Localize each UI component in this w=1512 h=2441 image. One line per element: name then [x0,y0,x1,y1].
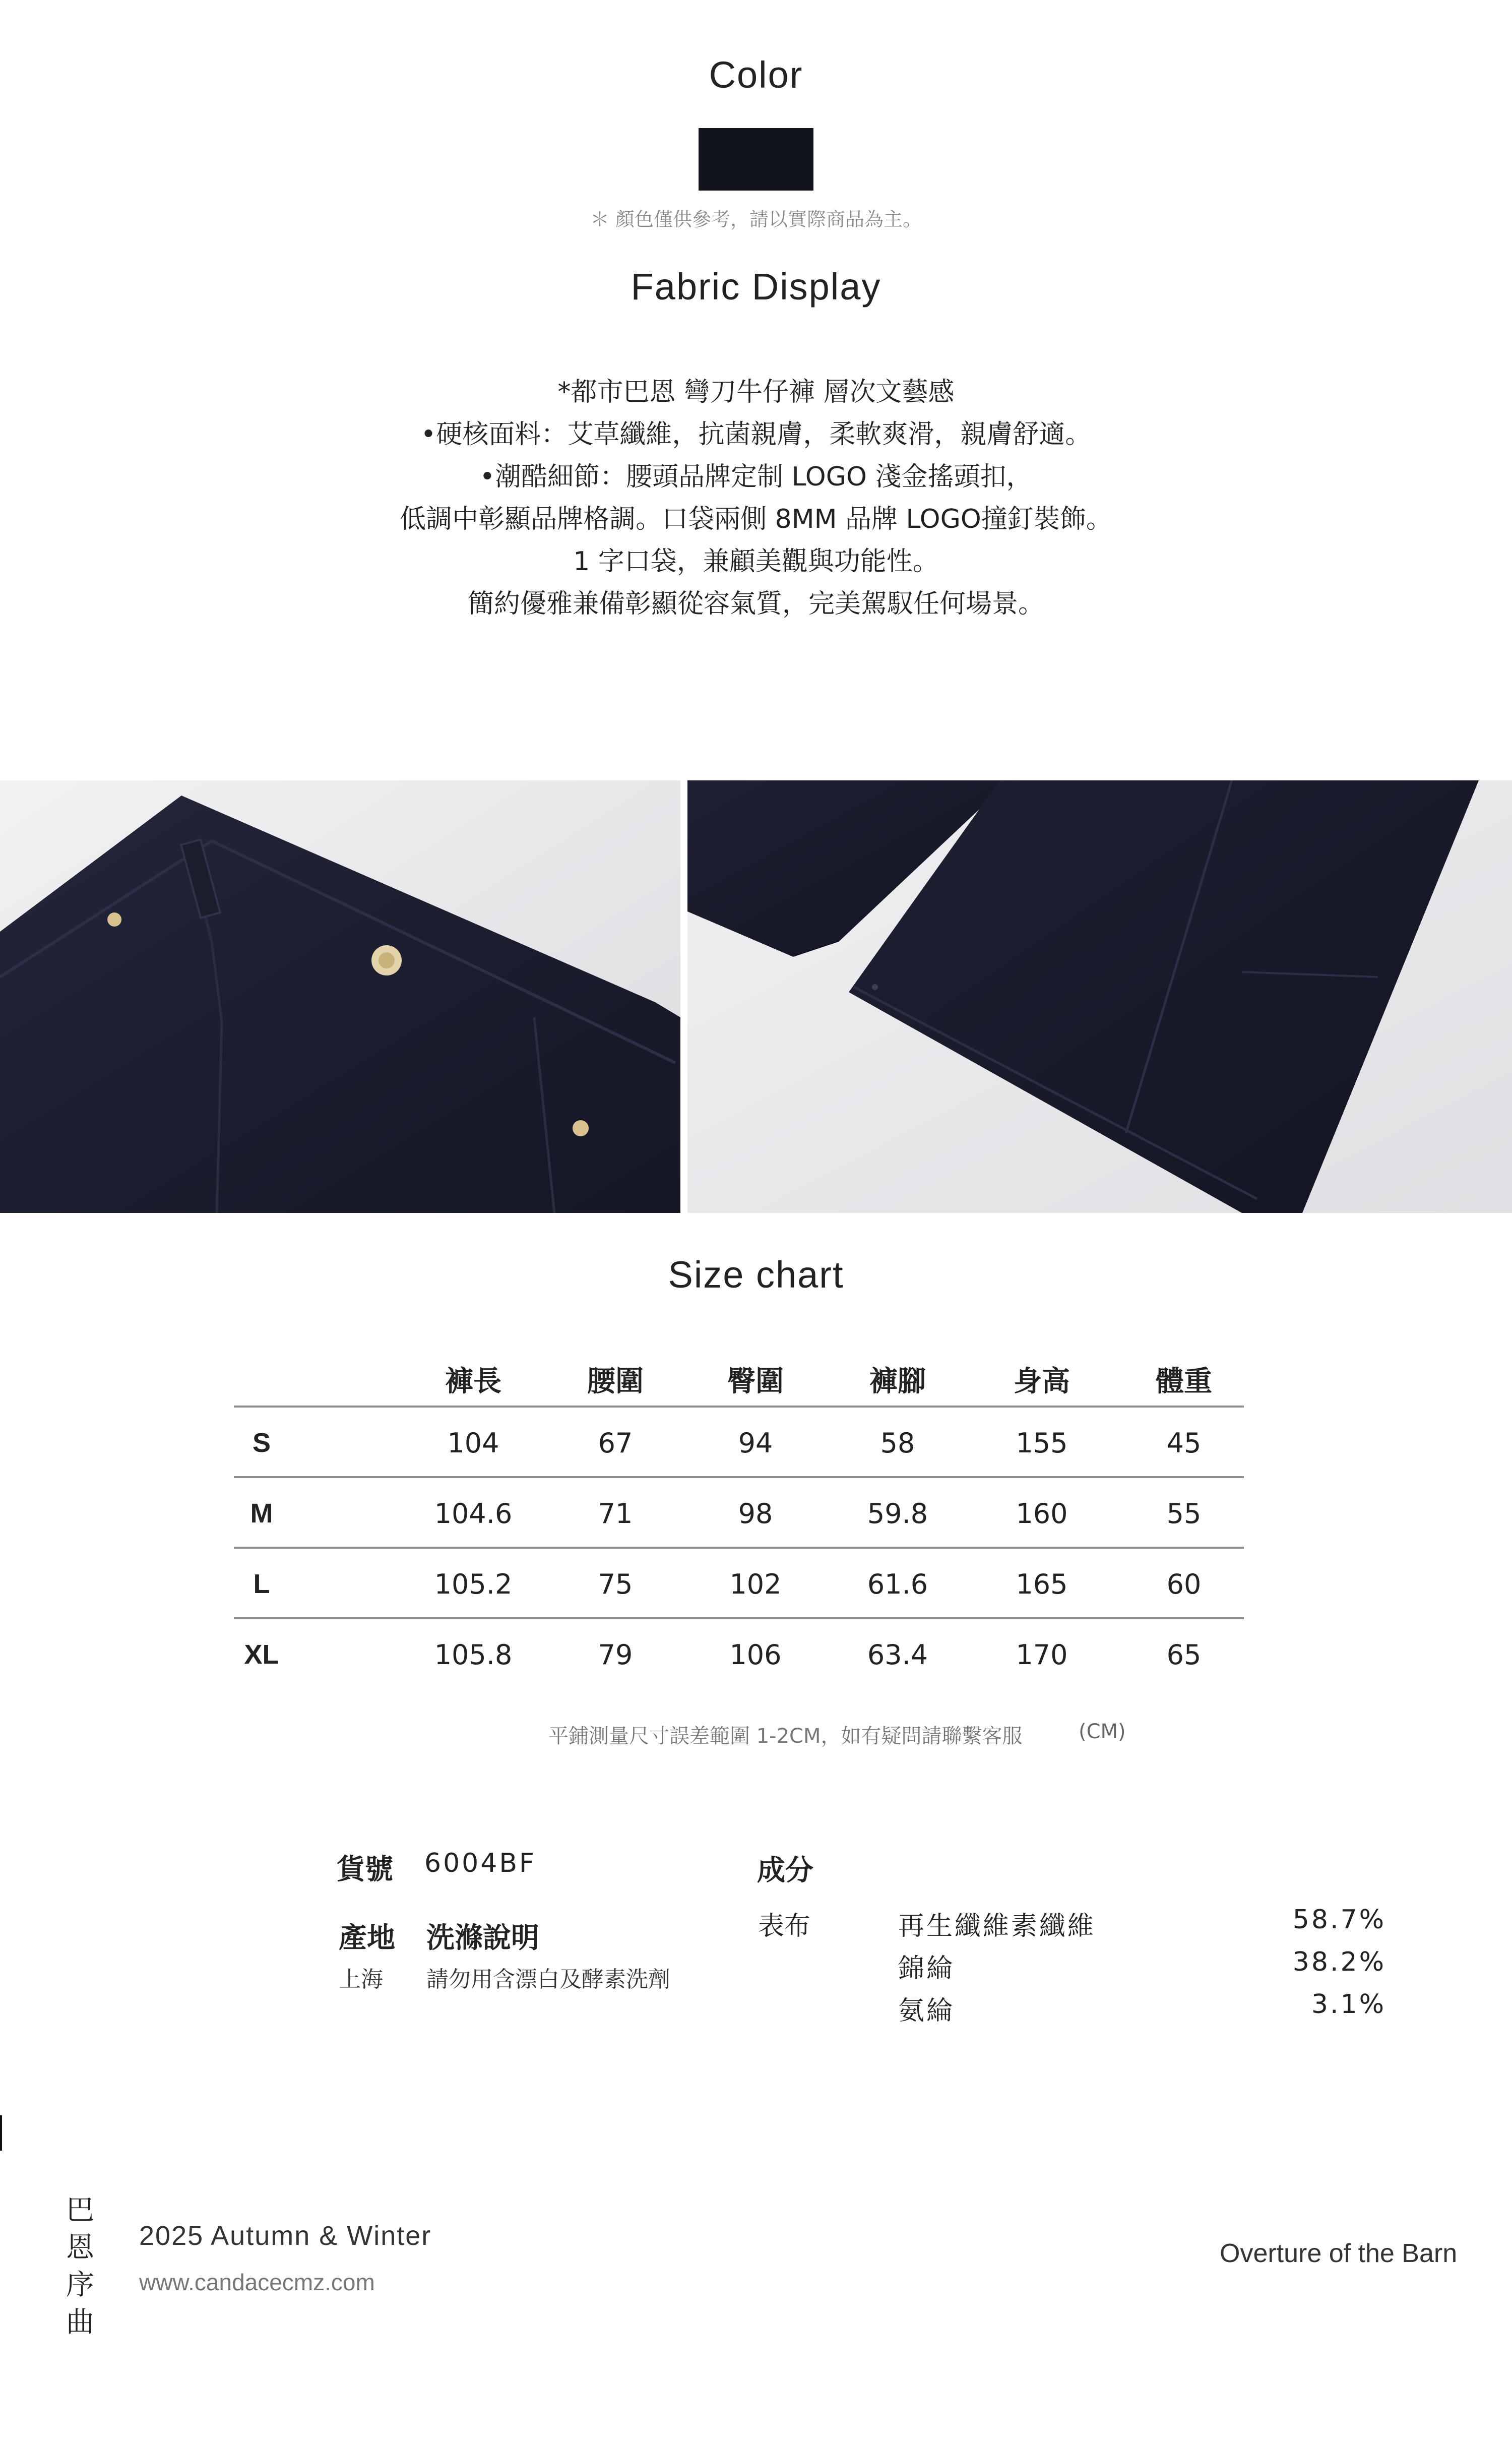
fabric-description [0,371,1512,625]
table-cell: 170 [1016,1638,1068,1671]
material-name: 再生纖維素纖維 [898,1911,1096,1941]
brand-name-vertical [62,2192,98,2341]
table-cell: 65 [1166,1638,1202,1671]
table-cell: 105.2 [434,1568,513,1600]
table-cell: 165 [1016,1568,1068,1600]
header-cell: 臀圍 [727,1365,784,1398]
fabric-display-title: Fabric Display [631,266,881,308]
size-label: S [252,1428,271,1458]
table-cell: 104.6 [434,1497,513,1530]
material-name: 氨綸 [898,1996,955,2026]
brand-char: 序 [66,2269,94,2301]
table-cell: 63.4 [867,1638,928,1671]
table-cell: 79 [598,1638,633,1671]
color-swatch[interactable] [699,128,813,191]
size-chart-title: Size chart [668,1254,844,1296]
table-row [234,1619,1244,1690]
origin-label: 產地 [339,1922,395,1955]
material-name: 錦綸 [898,1954,955,1984]
table-cell: 55 [1166,1497,1202,1530]
description-line: •硬核面料：艾草纖維，抗菌親膚，柔軟爽滑，親膚舒適。 [420,419,1092,450]
material-percent: 58.7% [1292,1905,1386,1935]
size-label: XL [244,1639,279,1670]
measurement-note: 平鋪測量尺寸誤差範圍 1-2CM，如有疑問請聯繫客服 [548,1725,1023,1748]
header-cell [214,1351,309,1408]
material-percent: 38.2% [1292,1947,1386,1977]
website-link[interactable]: www.candacecmz.com [139,2269,375,2295]
description-line: 1 字口袋，兼顧美觀與功能性。 [573,546,939,577]
brand-char: 巴 [66,2194,94,2227]
table-cell: 104 [447,1427,499,1459]
waistband-detail-photo [0,780,680,1213]
material-percent: 3.1% [1311,1989,1386,2020]
care-value: 請勿用含漂白及酵素洗劑 [426,1967,670,1992]
table-header-row [234,1351,1244,1408]
header-cell: 腰圍 [587,1365,644,1398]
composition-label: 成分 [757,1854,813,1887]
origin-value: 上海 [339,1967,383,1992]
header-cell: 褲腳 [869,1365,926,1398]
header-cell: 褲長 [445,1365,501,1398]
table-cell: 160 [1016,1497,1068,1530]
table-cell: 61.6 [867,1568,928,1600]
trouser-hem-photo [687,780,1512,1213]
table-cell: 60 [1166,1568,1202,1600]
table-cell: 94 [738,1427,773,1459]
table-row [234,1478,1244,1549]
edge-marker [0,2115,2,2151]
table-cell: 45 [1166,1427,1202,1459]
table-cell: 58 [880,1427,915,1459]
table-cell: 59.8 [867,1497,928,1530]
care-label: 洗滌說明 [426,1922,539,1955]
description-line: 簡約優雅兼備彰顯從容氣質，完美駕馭任何場景。 [467,589,1044,619]
description-line: *都市巴恩 彎刀牛仔褲 層次文藝感 [557,377,955,407]
header-cell: 身高 [1014,1365,1070,1398]
season-label: 2025 Autumn & Winter [139,2221,432,2251]
header-cell: 體重 [1156,1365,1212,1398]
table-cell: 75 [598,1568,633,1600]
table-cell: 102 [729,1568,782,1600]
table-cell: 105.8 [434,1638,513,1671]
description-line: •潮酷細節：腰頭品牌定制 LOGO 淺金搖頭扣， [479,462,1033,492]
brand-tagline: Overture of the Barn [1220,2239,1458,2268]
table-cell: 67 [598,1427,633,1459]
description-line: 低調中彰顯品牌格調。口袋兩側 8MM 品牌 LOGO撞釘裝飾。 [400,504,1112,534]
unit-label: (CM) [1079,1720,1126,1743]
fabric-label: 表布 [758,1911,811,1941]
brand-char: 曲 [66,2306,94,2339]
table-cell: 106 [729,1638,782,1671]
color-title: Color [709,54,803,96]
color-note: ＊ 顏色僅供參考，請以實際商品為主。 [590,208,922,230]
size-table [234,1351,1244,1690]
brand-char: 恩 [66,2231,94,2264]
table-cell: 98 [738,1497,773,1530]
size-label: L [253,1569,270,1599]
table-cell: 71 [598,1497,633,1530]
table-cell: 155 [1016,1427,1068,1459]
table-row [234,1408,1244,1478]
table-row [234,1549,1244,1619]
item-no-label: 貨號 [337,1853,393,1886]
size-label: M [250,1498,273,1529]
item-no-value: 6004BF [424,1848,536,1878]
